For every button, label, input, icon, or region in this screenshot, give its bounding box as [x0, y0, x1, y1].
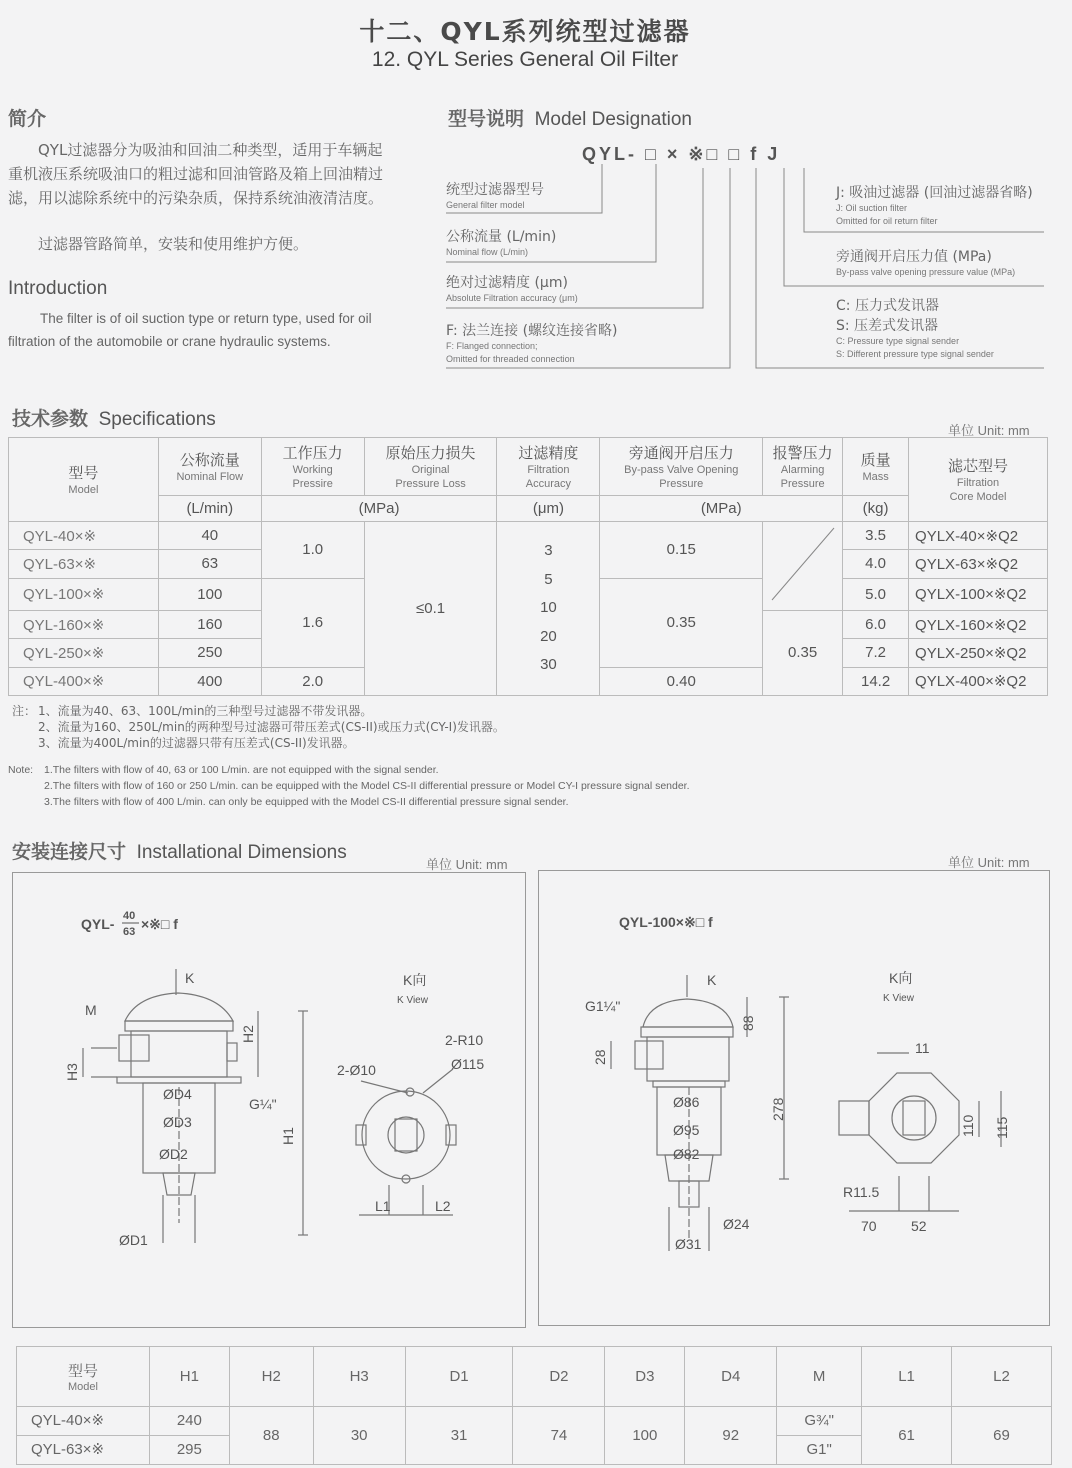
dim-col-d1: D1 — [405, 1347, 513, 1407]
svg-text:278: 278 — [770, 1097, 786, 1121]
spec-alarm-na — [763, 522, 843, 611]
spec-accuracy-values: 3 5 10 20 30 — [497, 522, 600, 696]
dim-col-l2: L2 — [952, 1347, 1052, 1407]
designation-nominal-flow: 公称流量 (L/min) Nominal flow (L/min) — [446, 229, 557, 257]
table-row: QYL-63×※ 63 4.0 QYLX-63×※Q2 — [9, 550, 1048, 578]
install-unit-right: 单位 Unit: mm — [948, 855, 1030, 870]
svg-text:H3: H3 — [64, 1063, 80, 1081]
designation-sender: C: 压力式发讯器 S: 压差式发讯器 C: Pressure type signal sender S: Different pressure type signal sender — [836, 298, 994, 359]
dim-col-h2: H2 — [229, 1347, 313, 1407]
dim-col-l1: L1 — [862, 1347, 952, 1407]
svg-text:QYL-: QYL- — [81, 916, 115, 932]
svg-text:ØD1: ØD1 — [119, 1232, 148, 1248]
spec-unit-mpa: (MPa) — [261, 496, 497, 522]
dim-col-h1: H1 — [149, 1347, 229, 1407]
drawing-qyl-40-63 — [12, 872, 526, 1328]
svg-text:63: 63 — [123, 926, 136, 938]
svg-text:Ø31: Ø31 — [675, 1236, 702, 1252]
svg-text:Ø82: Ø82 — [673, 1146, 700, 1162]
dim-h1-values: 240 295 — [149, 1407, 229, 1465]
spec-col-model: 型号 Model — [9, 438, 159, 522]
model-code: QYL- □ × ※□ □ f J — [582, 144, 781, 164]
svg-text:G¼": G¼" — [249, 1096, 277, 1112]
intro-paragraph-cn: QYL过滤器分为吸油和回油二种类型，适用于车辆起重机液压系统吸油口的粗过滤和回油管路及箱上回油精过滤，用以滤除系统中的污染杂质，保持系统油液清洁度。 — [8, 141, 384, 207]
svg-text:×※□ f: ×※□ f — [141, 916, 178, 932]
dim-col-m: M — [777, 1347, 862, 1407]
spec-col-core: 滤芯型号 Filtration Core Model — [909, 438, 1048, 522]
designation-bypass: 旁通阀开启压力值 (MPa) By-pass valve opening pressure value (MPa) — [836, 249, 1016, 277]
intro-paragraph-cn-2: 过滤器管路简单，安装和使用维护方便。 — [38, 235, 309, 253]
spec-unit-bypass: (MPa) — [600, 496, 843, 522]
specs-table — [8, 437, 1048, 696]
dim-col-model: 型号 Model — [17, 1347, 150, 1407]
install-unit-left: 单位 Unit: mm — [426, 857, 508, 872]
spec-unit-flow: (L/min) — [158, 496, 261, 522]
table-row: QYL-400×※ 400 2.0 0.40 14.2 QYLX-400×※Q2 — [9, 667, 1048, 695]
table-row: QYL-160×※ 160 0.35 6.0 QYLX-160×※Q2 — [9, 611, 1048, 639]
notes-en-label: Note: — [8, 764, 34, 776]
svg-text:Ø86: Ø86 — [673, 1094, 700, 1110]
designation-general-model: 统型过滤器型号 General filter model — [446, 182, 544, 210]
svg-text:K: K — [185, 970, 195, 986]
svg-text:H2: H2 — [240, 1025, 256, 1043]
drawing-left-svg — [13, 873, 525, 1327]
spec-col-bypass: 旁通阀开启压力 By-pass Valve Opening Pressure — [600, 438, 763, 496]
notes-en: 1.The filters with flow of 40, 63 or 100 L/min. are not equipped with the signal sender. 2.The filters with flow of 160 or 250 L/min. can be equipped with the Model CS-II differential pressure or Model CY-I pressure signal sender. 3.The filters with flow of 400 L/min. can only be equipped with the Model CS-II differential pressure signal sender. — [44, 764, 690, 808]
svg-text:Ø24: Ø24 — [723, 1216, 750, 1232]
intro-heading-cn: 简介 — [8, 108, 47, 130]
svg-text:88: 88 — [740, 1015, 756, 1031]
svg-text:11: 11 — [915, 1040, 930, 1056]
svg-text:K View: K View — [883, 993, 914, 1004]
dim-col-d4: D4 — [685, 1347, 777, 1407]
spec-col-working-pressure: 工作压力 Working Pressire — [261, 438, 364, 496]
svg-text:L1: L1 — [375, 1198, 391, 1214]
svg-text:2-Ø10: 2-Ø10 — [337, 1062, 376, 1078]
spec-col-flow: 公称流量 Nominal Flow — [158, 438, 261, 496]
svg-text:Ø95: Ø95 — [673, 1122, 700, 1138]
designation-connection: F: 法兰连接 (螺纹连接省略) F: Flanged connection; Omitted for threaded connection — [446, 323, 618, 364]
dim-col-h3: H3 — [313, 1347, 405, 1407]
notes-cn: 1、流量为40、63、100L/min的三种型号过滤器不带发讯器。 2、流量为160、250L/min的两种型号过滤器可带压差式(CS-II)或压力式(CY-I)发讯器。 3、流量为400L/min的过滤器只带有压差式(CS-II)发讯器。 — [38, 704, 505, 750]
spec-col-mass: 质量 Mass — [843, 438, 909, 496]
svg-text:K View: K View — [397, 995, 428, 1006]
dim-m-values: G¾" G1" — [777, 1407, 862, 1465]
designation-suction: J: 吸油过滤器 (回油过滤器省略) J: Oil suction filter Omitted for oil return filter — [836, 185, 1033, 226]
svg-text:ØD3: ØD3 — [163, 1114, 192, 1130]
spec-col-accuracy: 过滤精度 Filtration Accuracy — [497, 438, 600, 496]
page-title-cn: 十二、QYL系列统型过滤器 — [359, 17, 691, 46]
svg-text:H1: H1 — [280, 1127, 296, 1145]
intro-heading-en: Introduction — [8, 278, 108, 299]
spec-col-pressure-loss: 原始压力损失 Original Pressure Loss — [364, 438, 497, 496]
spec-unit-um: (μm) — [497, 496, 600, 522]
table-row: QYL-100×※ 100 1.6 0.35 5.0 QYLX-100×※Q2 — [9, 578, 1048, 610]
page-title-en: 12. QYL Series General Oil Filter — [371, 48, 679, 71]
specs-unit: 单位 Unit: mm — [948, 423, 1030, 438]
svg-text:QYL-100×※□ f: QYL-100×※□ f — [619, 914, 713, 930]
spec-unit-kg: (kg) — [843, 496, 909, 522]
svg-text:115: 115 — [994, 1116, 1010, 1139]
svg-text:ØD4: ØD4 — [163, 1086, 192, 1102]
dim-models: QYL-40×※ QYL-63×※ — [17, 1407, 150, 1465]
svg-text:52: 52 — [911, 1218, 927, 1234]
table-row: QYL-250×※ 250 7.2 QYLX-250×※Q2 — [9, 639, 1048, 667]
svg-text:Ø115: Ø115 — [451, 1056, 485, 1072]
svg-text:K: K — [707, 972, 717, 988]
svg-text:R11.5: R11.5 — [843, 1184, 880, 1200]
model-designation-heading: 型号说明 Model Designation — [448, 108, 692, 130]
svg-text:G1¼": G1¼" — [585, 998, 621, 1014]
svg-text:K向: K向 — [889, 970, 913, 986]
svg-text:ØD2: ØD2 — [159, 1146, 188, 1162]
svg-text:40: 40 — [123, 910, 136, 922]
drawing-qyl-100 — [538, 870, 1050, 1326]
table-row: QYL-40×※ QYL-63×※ 240 295 88 30 31 74 100 92 G¾" G1" 61 69 — [17, 1407, 1052, 1465]
dim-col-d2: D2 — [513, 1347, 605, 1407]
svg-text:M: M — [85, 1002, 97, 1018]
install-heading: 安装连接尺寸 Installational Dimensions — [12, 841, 347, 863]
svg-text:110: 110 — [960, 1114, 976, 1137]
designation-accuracy: 绝对过滤精度 (μm) Absolute Filtration accuracy (μm) — [446, 275, 578, 303]
svg-text:2-R10: 2-R10 — [445, 1032, 484, 1048]
notes-cn-label: 注： — [12, 704, 37, 718]
svg-text:70: 70 — [861, 1218, 877, 1234]
dimension-table — [16, 1346, 1052, 1465]
intro-paragraph-en: The filter is of oil suction type or return type, used for oil filtration of the automobile or crane hydraulic systems. — [8, 311, 372, 349]
svg-text:K向: K向 — [403, 972, 427, 988]
spec-col-alarm: 报警压力 Alarming Pressure — [763, 438, 843, 496]
svg-text:28: 28 — [592, 1049, 608, 1065]
table-row: QYL-40×※ 40 1.0 ≤0.1 3 5 10 20 30 0.15 3.5 QYLX-40×※Q2 — [9, 522, 1048, 550]
specs-heading: 技术参数 Specifications — [12, 408, 216, 430]
svg-text:L2: L2 — [435, 1198, 451, 1214]
dim-col-d3: D3 — [605, 1347, 685, 1407]
drawing-right-svg — [539, 871, 1049, 1325]
